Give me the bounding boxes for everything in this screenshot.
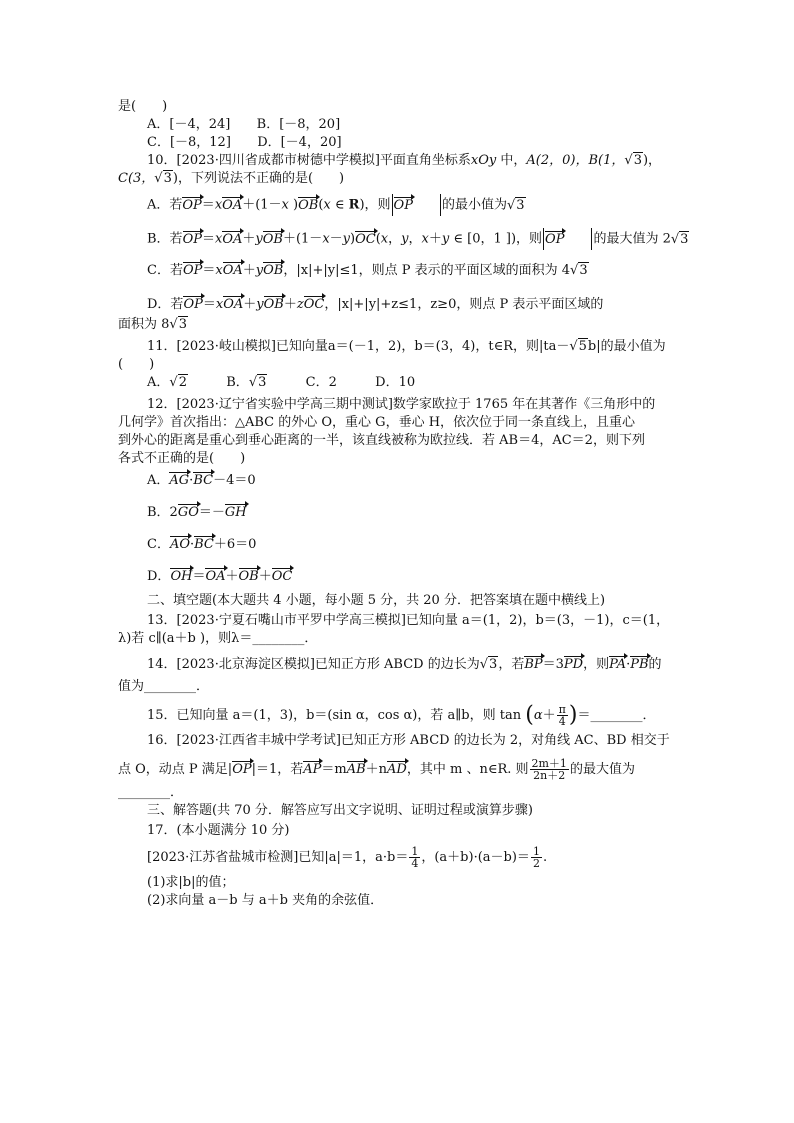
q9-option-d: D．[－4，20] bbox=[257, 135, 342, 150]
q9-option-a: A．[－4，24] bbox=[147, 117, 231, 132]
q11-option-a: A．√2 bbox=[147, 375, 187, 390]
q10-option-b: B．若OP＝xOA＋yOB＋(1－x－y)OC(x，y，x＋y ∈ [0，1 ])，则 OP 的最大值为 2√3 bbox=[147, 228, 689, 250]
q16-line2: 点 O，动点 P 满足|OP|＝1，若AP＝mAB＋nAD，其中 m 、n∈R. 则 $\frac{2m+1}{2n+2}$ 的最大值为 bbox=[118, 757, 635, 782]
q10-stem-line2 bbox=[118, 170, 344, 188]
q12-line1: 12．[2023·辽宁省实验中学高三期中测试]数学家欧拉于 1765 年在其著作《三角形中的 bbox=[147, 397, 656, 412]
q9-options-row1 bbox=[147, 116, 340, 134]
q10-mid: 中， bbox=[500, 153, 527, 168]
q12-line4: 各式不正确的是( ) bbox=[118, 451, 246, 466]
q14-line2: 值为________． bbox=[118, 679, 210, 694]
q12-line2: 几何学》首次指出：△ABC 的外心 O，重心 G，垂心 H，依次位于同一条直线上，且重心 bbox=[118, 415, 636, 430]
q11-option-d: D．10 bbox=[375, 375, 416, 390]
q11-option-b: B．√3 bbox=[226, 375, 267, 390]
continued-question-tail bbox=[118, 98, 167, 116]
q17-part1: (1)求|b|的值； bbox=[147, 875, 235, 890]
q11-options bbox=[147, 374, 415, 392]
q10-points: A(2，0)，B(1， bbox=[526, 153, 625, 168]
q10-point-c: C(3， bbox=[118, 171, 155, 186]
q16-line3: ________． bbox=[118, 785, 184, 800]
q16-line1: 16．[2023·江西省丰城中学考试]已知正方形 ABCD 的边长为 2，对角线 AC、BD 相交于 bbox=[147, 733, 670, 748]
q12-option-c: C．AO·BC＋6＝0 bbox=[147, 537, 257, 552]
q17-part2: (2)求向量 a－b 与 a＋b 夹角的余弦值． bbox=[147, 893, 384, 908]
q14-line1: 14．[2023·北京海淀区模拟]已知正方形 ABCD 的边长为√3，若BP＝3PD，则PA·PB的 bbox=[147, 657, 662, 672]
q15-line: 15．已知向量 a＝(1，3)，b＝(sin α，cos α)，若 a∥b，则 tan (α＋ $\frac{\pi}{4}$ )＝________． bbox=[147, 702, 656, 728]
q17-stem: [2023·江苏省盐城市检测]已知|a|＝1，a·b＝ $\frac{1}{4}$ ，(a＋b)·(a－b)＝ $\frac{1}{2}$ . bbox=[147, 845, 548, 870]
q12-option-d: D．OH＝OA＋OB＋OC bbox=[147, 569, 293, 584]
q12-option-a: A．AG·BC－4＝0 bbox=[147, 473, 256, 488]
q10-stem-line1: 10．[2023·四川省成都市树德中学模拟]平面直角坐标系xOy 中，A(2，0)，B(1，√3)， bbox=[147, 153, 662, 168]
cont-text: 是( ) bbox=[118, 99, 168, 114]
q10-lead: 10．[2023·四川省成都市树德中学模拟]平面直角坐标系 bbox=[147, 153, 471, 168]
q10-option-d-line2: 面积为 8√3 bbox=[118, 317, 187, 332]
q11-paren: ( ) bbox=[118, 357, 155, 372]
q12-line3: 到外心的距离是重心到垂心距离的一半，该直线被称为欧拉线．若 AB＝4，AC＝2，则下列 bbox=[118, 433, 645, 448]
sqrt-icon: √3 bbox=[154, 171, 172, 186]
q10-option-d: D．若OP＝xOA＋yOB＋zOC，|x|+|y|+z≤1，z≥0，则点 P 表示平面区域的 bbox=[147, 297, 604, 312]
q9-options-row2 bbox=[147, 134, 342, 152]
q17-title: 17．(本小题满分 10 分) bbox=[147, 823, 290, 838]
q11-option-c: C．2 bbox=[305, 375, 337, 390]
q12-option-b: B．2GO＝－GH bbox=[147, 505, 247, 520]
section-2-header: 二、填空题(本大题共 4 小题，每小题 5 分，共 20 分．把答案填在题中横线上) bbox=[147, 593, 606, 608]
q13-line1: 13．[2023·宁夏石嘴山市平罗中学高三模拟]已知向量 a＝(1，2)，b＝(3，－1)，c＝(1， bbox=[147, 613, 670, 628]
q13-line2: λ)若 c∥(a＋b )，则λ＝________． bbox=[118, 631, 318, 646]
section-3-header: 三、解答题(共 70 分．解答应写出文字说明、证明过程或演算步骤) bbox=[147, 803, 533, 818]
q9-option-c: C．[－8，12] bbox=[147, 135, 231, 150]
q9-option-b: B．[－8，20] bbox=[256, 117, 341, 132]
q10-stem-tail: )，下列说法不正确的是( ) bbox=[172, 171, 345, 186]
sqrt-icon: √3 bbox=[624, 153, 642, 168]
q11-stem: 11．[2023·岐山模拟]已知向量a＝(－1，2)，b＝(3，4)，t∈R，则|ta－√5b|的最小值为 bbox=[147, 339, 666, 354]
q10-option-c: C．若OP＝xOA＋yOB，|x|+|y|≤1，则点 P 表示的平面区域的面积为 4√3 bbox=[147, 263, 588, 278]
q10-option-a: A．若OP＝xOA＋(1－x )OB(x ∈ R)，则 OP 的最小值为√3 bbox=[147, 194, 526, 216]
